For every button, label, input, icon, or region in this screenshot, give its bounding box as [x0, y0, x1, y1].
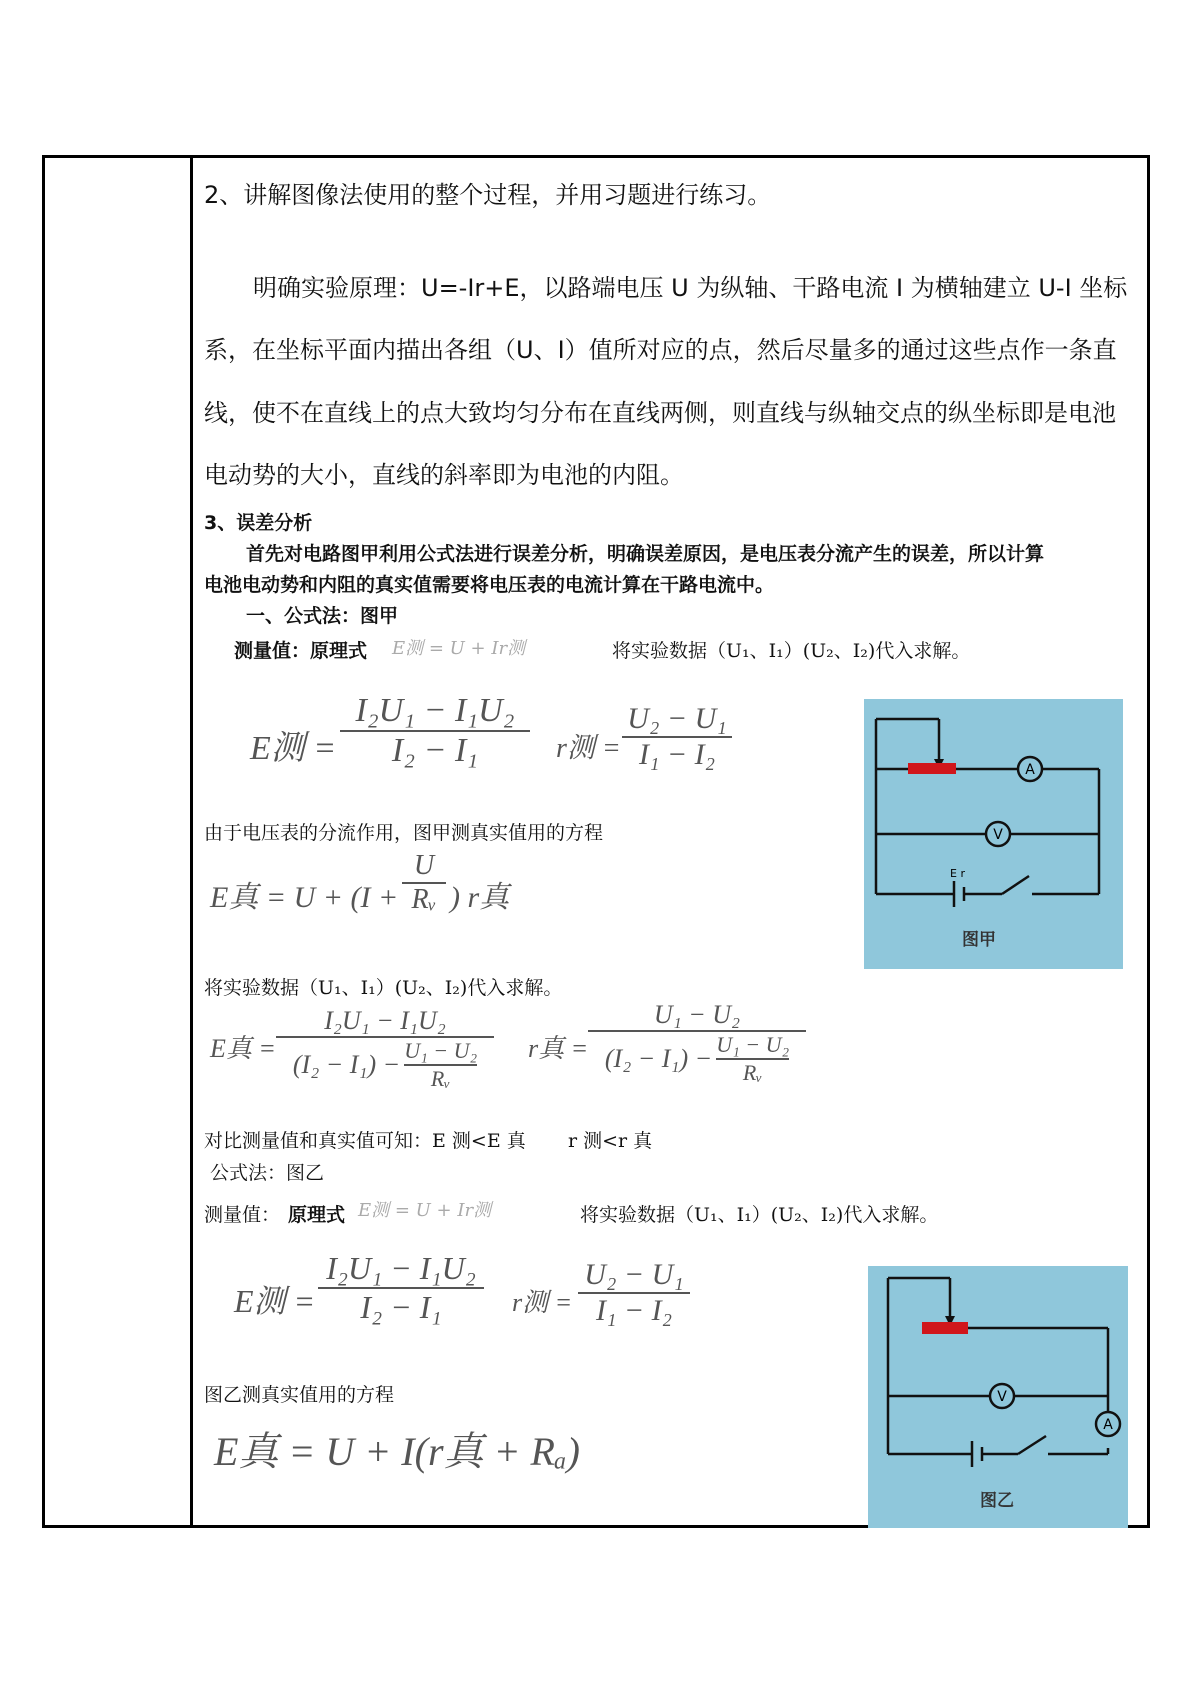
true-eq-a-denominator: Rᵥ — [411, 884, 437, 915]
e-true-denominator — [293, 1038, 477, 1092]
column-divider — [190, 155, 193, 1528]
r-measured-numerator: U₂ − U₁ — [627, 702, 727, 735]
step3-heading: 3、误差分析 — [204, 512, 313, 534]
method2-title: 公式法：图乙 — [210, 1162, 325, 1184]
e-true-lhs: E真 = — [210, 1034, 276, 1063]
figure-b-voltmeter-label: V — [997, 1389, 1007, 1405]
r-true-den-pre: (I₂ − I₁) − — [604, 1044, 713, 1073]
step2-paragraph-line1: 明确实验原理：U=-Ir+E，以路端电压 U 为纵轴、干路电流 I 为横轴建立 U-I 坐标 — [253, 274, 1128, 302]
true-eq-a-numerator: U — [413, 850, 435, 881]
figure-b-ammeter-label: A — [1103, 1417, 1113, 1433]
true-eq-a-rhs: ) r真 — [450, 881, 510, 914]
figure-a-ammeter-label: A — [1025, 762, 1035, 778]
figure-a-caption: 图甲 — [962, 930, 996, 950]
e-true-inner-fraction — [404, 1038, 477, 1092]
e-true-den-pre: (I₂ − I₁) − — [292, 1050, 401, 1079]
figure-a-panel — [864, 699, 1123, 969]
step2-heading: 2、讲解图像法使用的整个过程，并用习题进行练习。 — [204, 181, 772, 209]
e-true-fraction — [276, 1006, 494, 1092]
step2-paragraph-line3: 线，使不在直线上的点大致均匀分布在直线两侧，则直线与纵轴交点的纵坐标即是电池 — [204, 399, 1116, 427]
rheostat-resistor-b — [922, 1322, 968, 1334]
figure-a-battery-label: E r — [950, 867, 965, 880]
r-measured-lhs: r测 = — [556, 733, 621, 764]
figure-b-caption: 图乙 — [980, 1491, 1014, 1511]
figure-b-circuit-diagram — [868, 1266, 1128, 1528]
measured-label-2-bold: 原理式 — [288, 1204, 346, 1226]
true-eq-b: E真 = U + I(r真 + Rₐ) — [214, 1429, 580, 1474]
rheostat-resistor — [908, 763, 956, 774]
e-measured-lhs: E测 = — [250, 730, 337, 767]
r-true-lhs: r真 = — [528, 1034, 589, 1063]
r-true-inner-numerator: U₁ − U₂ — [716, 1032, 790, 1057]
e-measured-2-denominator: I₂ − I₁ — [360, 1289, 442, 1325]
r-measured-denominator: I₁ − I₂ — [638, 738, 716, 771]
compare-measured-true-e: 对比测量值和真实值可知：E 测<E 真 — [204, 1130, 526, 1152]
true-note-b: 图乙测真实值用的方程 — [204, 1384, 395, 1406]
true-note-a: 由于电压表的分流作用，图甲测真实值用的方程 — [204, 822, 604, 844]
r-measured-2-lhs: r测 = — [512, 1288, 573, 1317]
figure-a-circuit-diagram — [864, 699, 1123, 969]
true-eq-a-fraction — [402, 850, 446, 916]
r-true-denominator — [605, 1032, 789, 1086]
e-measured-2-fraction — [318, 1250, 484, 1326]
measured-formula-2: E测 = U + Ir测 — [358, 1200, 492, 1221]
substitute-note-3: 将实验数据（U₁、I₁）(U₂、I₂)代入求解。 — [580, 1204, 939, 1226]
r-true-fraction — [588, 1000, 806, 1086]
r-true-inner-fraction — [716, 1032, 789, 1086]
e-measured-2-numerator: I₂U₁ − I₁U₂ — [326, 1250, 476, 1286]
r-true-numerator: U₁ − U₂ — [653, 1000, 741, 1029]
substitute-note: 将实验数据（U₁、I₁）(U₂、I₂)代入求解。 — [612, 640, 971, 662]
measured-label-2: 测量值： — [204, 1204, 281, 1226]
substitute-note-2: 将实验数据（U₁、I₁）(U₂、I₂)代入求解。 — [204, 977, 563, 999]
r-true-inner-denominator: Rᵥ — [742, 1060, 763, 1085]
e-true-numerator: I₂U₁ − I₁U₂ — [324, 1006, 446, 1035]
measured-formula: E测 = U + Ir测 — [392, 638, 526, 659]
true-eq-a-lhs: E真 = U + (I + — [210, 881, 399, 914]
e-measured-numerator: I₂U₁ − I₁U₂ — [355, 692, 515, 729]
step2-paragraph-line4: 电动势的大小，直线的斜率即为电池的内阻。 — [204, 461, 684, 489]
figure-a-voltmeter-label: V — [993, 827, 1003, 843]
figure-b-panel — [868, 1266, 1128, 1528]
r-measured-2-numerator: U₂ − U₁ — [584, 1258, 684, 1291]
r-measured-2-denominator: I₁ − I₂ — [595, 1294, 673, 1327]
e-measured-denominator: I₂ − I₁ — [391, 732, 479, 769]
compare-measured-true-r: r 测<r 真 — [568, 1130, 653, 1152]
e-true-inner-denominator: Rᵥ — [430, 1066, 451, 1091]
e-measured-fraction — [340, 692, 530, 770]
step3-intro-line1: 首先对电路图甲利用公式法进行误差分析，明确误差原因，是电压表分流产生的误差，所以计算 — [246, 543, 1045, 565]
method1-title: 一、公式法：图甲 — [246, 605, 399, 627]
measured-label: 测量值：原理式 — [234, 640, 368, 662]
e-measured-2-lhs: E测 = — [234, 1283, 316, 1319]
r-measured-fraction — [622, 702, 732, 772]
r-measured-2-fraction — [578, 1258, 690, 1328]
e-true-inner-numerator: U₁ − U₂ — [404, 1038, 478, 1063]
step3-intro-line2: 电池电动势和内阻的真实值需要将电压表的电流计算在干路电流中。 — [204, 574, 775, 596]
step2-paragraph-line2: 系，在坐标平面内描出各组（U、I）值所对应的点，然后尽量多的通过这些点作一条直 — [204, 336, 1117, 364]
